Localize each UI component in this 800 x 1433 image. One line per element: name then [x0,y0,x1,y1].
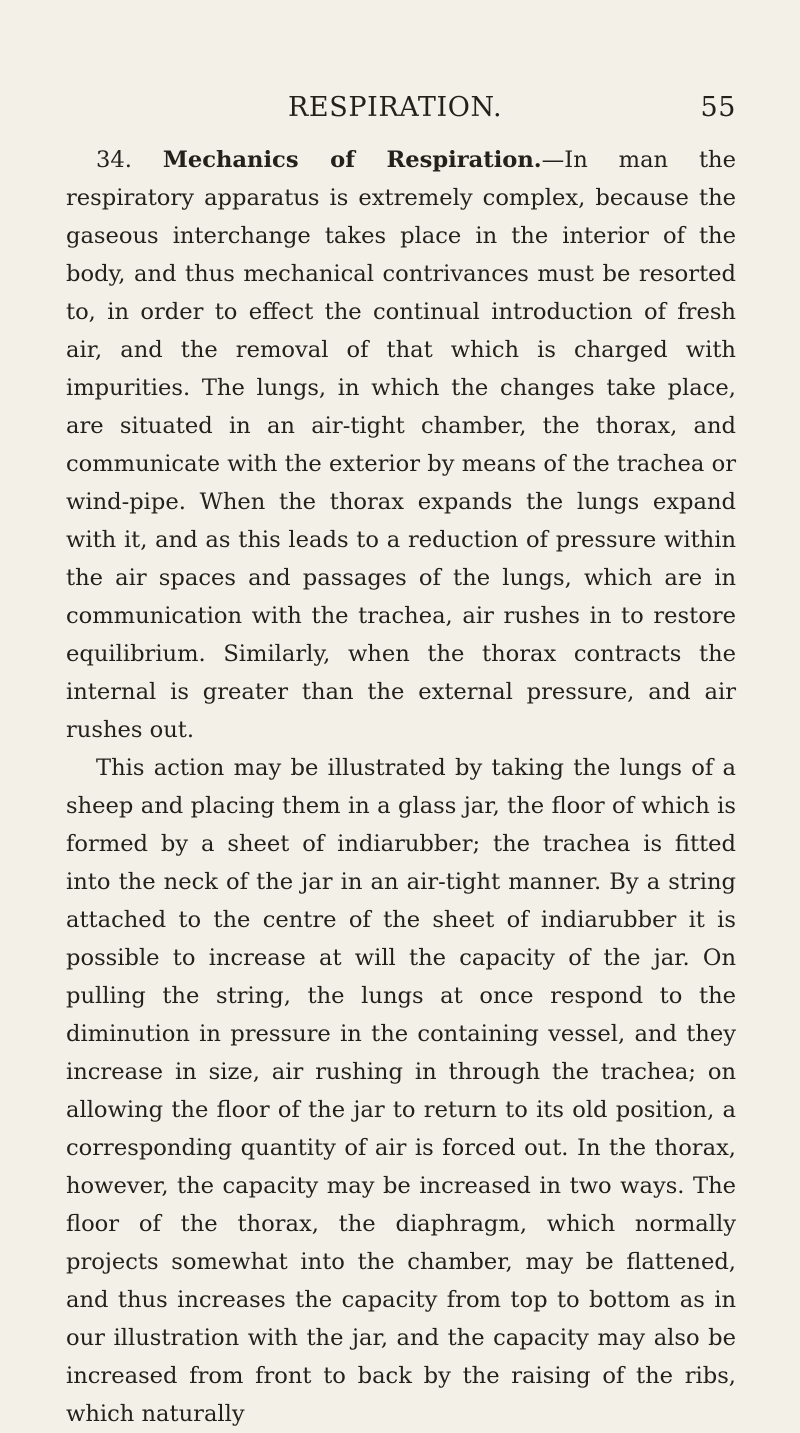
page-number: 55 [700,92,736,123]
paragraph-1 [66,141,736,749]
section-number: 34. [96,147,132,173]
section-text [66,141,736,1433]
running-title: RESPIRATION. [288,92,503,123]
paragraph-1-text: In man the respiratory apparatus is extremely complex, because the gaseous interchange takes place in the interior of the body, and thus mechanical contrivances must be resorted to, in order to effect the continual introduction of fresh air, and the removal of that which is charged with impurities. The lungs, in which the changes take place, are situated in an air-tight chamber, the thorax, and communicate with the exterior by means of the trachea or wind-pipe. When the thorax expands the lungs expand with it, and as this leads to a reduction of pressure within the air spaces and passages of the lungs, which are in communication with the trachea, air rushes in to restore equilibrium. Similarly, when the thorax contracts the internal is greater than the external pressure, and air rushes out. [66,147,736,743]
running-head [66,92,736,132]
section-title: Mechanics of Respiration. [162,147,542,173]
paragraph-2: This action may be illustrated by taking the lungs of a sheep and placing them in a glass jar, the floor of which is formed by a sheet of indiarubber; the trachea is fitted into the neck of the jar in an air-tight manner. By a string attached to the centre of the sheet of indiarubber it is possible to increase at will the capacity of the jar. On pulling the string, the lungs at once respond to the diminution in pressure in the containing vessel, and they increase in size, air rushing in through the trachea; on allowing the floor of the jar to return to its old position, a corresponding quantity of air is forced out. In the thorax, however, the capacity may be increased in two ways. The floor of the thorax, the diaphragm, which normally projects somewhat into the chamber, may be flattened, and thus increases the capacity from top to bottom as in our illustration with the jar, and the capacity may also be increased from front to back by the raising of the ribs, which naturally [66,755,736,1427]
section-dash: — [541,147,565,173]
